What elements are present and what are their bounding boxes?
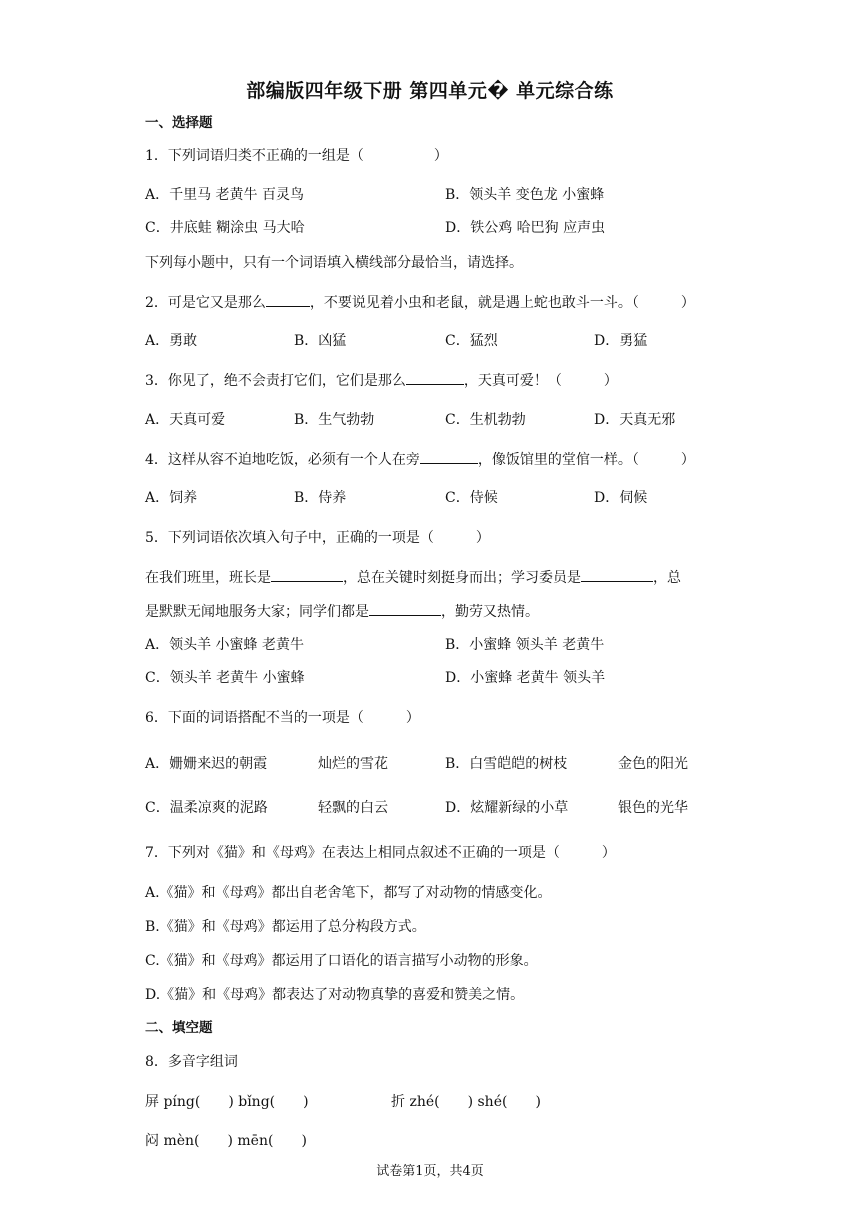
option-a[interactable]: A．领头羊 小蜜蜂 老黄牛 bbox=[145, 637, 305, 653]
option-d[interactable]: D．伺候 bbox=[594, 490, 648, 506]
option-c-second: 轻飘的白云 bbox=[318, 800, 388, 816]
question-5-passage-line-2 bbox=[145, 601, 539, 622]
fill-blank[interactable] bbox=[420, 449, 478, 464]
fill-blank[interactable] bbox=[581, 567, 653, 582]
fill-blank[interactable] bbox=[406, 370, 464, 385]
question-1-stem: 1．下列词语归类不正确的一组是（ ） bbox=[145, 148, 448, 164]
question-5-stem: 5．下列词语依次填入句子中，正确的一项是（ ） bbox=[145, 530, 490, 546]
polyphone-zhe-she[interactable]: 折 zhé( ) shé( ) bbox=[391, 1094, 541, 1110]
option-b[interactable]: B．生气勃勃 bbox=[294, 412, 375, 428]
option-a[interactable]: A．姗姗来迟的朝霞 bbox=[145, 756, 268, 772]
option-d[interactable]: D．小蜜蜂 老黄牛 领头羊 bbox=[445, 670, 606, 686]
question-5-options-row-2 bbox=[145, 668, 725, 688]
option-a[interactable]: A．天真可爱 bbox=[145, 412, 226, 428]
question-4-stem-pre: 4．这样从容不迫地吃饭，必须有一个人在旁 bbox=[145, 452, 420, 468]
option-b[interactable]: B．凶猛 bbox=[294, 333, 347, 349]
question-3-options bbox=[145, 410, 725, 430]
option-d[interactable]: D.《猫》和《母鸡》都表达了对动物真挚的喜爱和赞美之情。 bbox=[145, 987, 525, 1003]
question-2-options bbox=[145, 331, 725, 351]
passage-text: 是默默无闻地服务大家；同学们都是 bbox=[145, 604, 369, 620]
option-a-second: 灿烂的雪花 bbox=[318, 756, 388, 772]
option-d[interactable]: D．勇猛 bbox=[594, 333, 648, 349]
option-a[interactable]: A．饲养 bbox=[145, 490, 198, 506]
passage-text: ，勤劳又热情。 bbox=[441, 604, 539, 620]
fill-blank[interactable] bbox=[369, 601, 441, 616]
question-2-stem-post: ，不要说见着小虫和老鼠，就是遇上蛇也敢斗一斗。（ ） bbox=[309, 295, 695, 311]
page-title: 部编版四年级下册 第四单元� 单元综合练 bbox=[246, 80, 614, 102]
option-d-second: 银色的光华 bbox=[618, 800, 688, 816]
option-a[interactable]: A．千里马 老黄牛 百灵鸟 bbox=[145, 187, 305, 203]
option-c[interactable]: C．领头羊 老黄牛 小蜜蜂 bbox=[145, 670, 305, 686]
question-1-options-row-1 bbox=[145, 185, 725, 205]
instruction-text: 下列每小题中，只有一个词语填入横线部分最恰当，请选择。 bbox=[145, 255, 523, 271]
question-2-stem-pre: 2．可是它又是那么 bbox=[145, 295, 266, 311]
passage-text: 在我们班里，班长是 bbox=[145, 570, 271, 586]
passage-text: ，总在关键时刻挺身而出；学习委员是 bbox=[343, 570, 581, 586]
question-3-stem-post: ，天真可爱！（ ） bbox=[463, 373, 618, 389]
option-b[interactable]: B．领头羊 变色龙 小蜜蜂 bbox=[445, 187, 605, 203]
polyphone-men[interactable]: 闷 mèn( ) mēn( ) bbox=[145, 1133, 307, 1149]
option-c[interactable]: C．生机勃勃 bbox=[445, 412, 526, 428]
question-7-stem: 7．下列对《猫》和《母鸡》在表达上相同点叙述不正确的一项是（ ） bbox=[145, 845, 616, 861]
option-c[interactable]: C．井底蛙 糊涂虫 马大哈 bbox=[145, 220, 305, 236]
question-6-options-row-1 bbox=[145, 754, 725, 774]
option-b[interactable]: B．侍养 bbox=[294, 490, 347, 506]
option-b[interactable]: B．白雪皑皑的树枝 bbox=[445, 756, 568, 772]
question-4-stem-post: ，像饭馆里的堂倌一样。（ ） bbox=[477, 452, 695, 468]
question-4-stem bbox=[145, 449, 695, 470]
question-4-options bbox=[145, 488, 725, 508]
page-footer: 试卷第1页，共4页 bbox=[376, 1164, 484, 1179]
question-5-passage-line-1 bbox=[145, 567, 681, 588]
fill-blank[interactable] bbox=[266, 292, 310, 307]
polyphone-ping-bing[interactable]: 屏 píng( ) bǐng( ) bbox=[145, 1094, 309, 1110]
question-3-stem-pre: 3．你见了，绝不会责打它们，它们是那么 bbox=[145, 373, 406, 389]
option-b-second: 金色的阳光 bbox=[618, 756, 688, 772]
passage-text: ，总 bbox=[653, 570, 681, 586]
option-d[interactable]: D．铁公鸡 哈巴狗 应声虫 bbox=[445, 220, 606, 236]
question-5-options-row-1 bbox=[145, 635, 725, 655]
option-b[interactable]: B.《猫》和《母鸡》都运用了总分构段方式。 bbox=[145, 919, 426, 935]
question-1-options-row-2 bbox=[145, 218, 725, 238]
option-c[interactable]: C．侍候 bbox=[445, 490, 498, 506]
question-2-stem bbox=[145, 292, 695, 313]
option-b[interactable]: B．小蜜蜂 领头羊 老黄牛 bbox=[445, 637, 605, 653]
section-heading-choice: 一、选择题 bbox=[145, 115, 213, 131]
question-6-options-row-2 bbox=[145, 798, 725, 818]
question-6-stem: 6．下面的词语搭配不当的一项是（ ） bbox=[145, 710, 420, 726]
option-c[interactable]: C．温柔凉爽的泥路 bbox=[145, 800, 268, 816]
question-8-stem: 8．多音字组词 bbox=[145, 1054, 238, 1070]
option-c[interactable]: C.《猫》和《母鸡》都运用了口语化的语言描写小动物的形象。 bbox=[145, 953, 538, 969]
option-d[interactable]: D．天真无邪 bbox=[594, 412, 676, 428]
option-a[interactable]: A.《猫》和《母鸡》都出自老舍笔下，都写了对动物的情感变化。 bbox=[145, 885, 552, 901]
fill-blank[interactable] bbox=[271, 567, 343, 582]
question-8-line-1 bbox=[145, 1092, 725, 1112]
option-d[interactable]: D．炫耀新绿的小草 bbox=[445, 800, 569, 816]
section-heading-fill: 二、填空题 bbox=[145, 1020, 213, 1036]
option-a[interactable]: A．勇敢 bbox=[145, 333, 198, 349]
question-3-stem bbox=[145, 370, 618, 391]
option-c[interactable]: C．猛烈 bbox=[445, 333, 498, 349]
